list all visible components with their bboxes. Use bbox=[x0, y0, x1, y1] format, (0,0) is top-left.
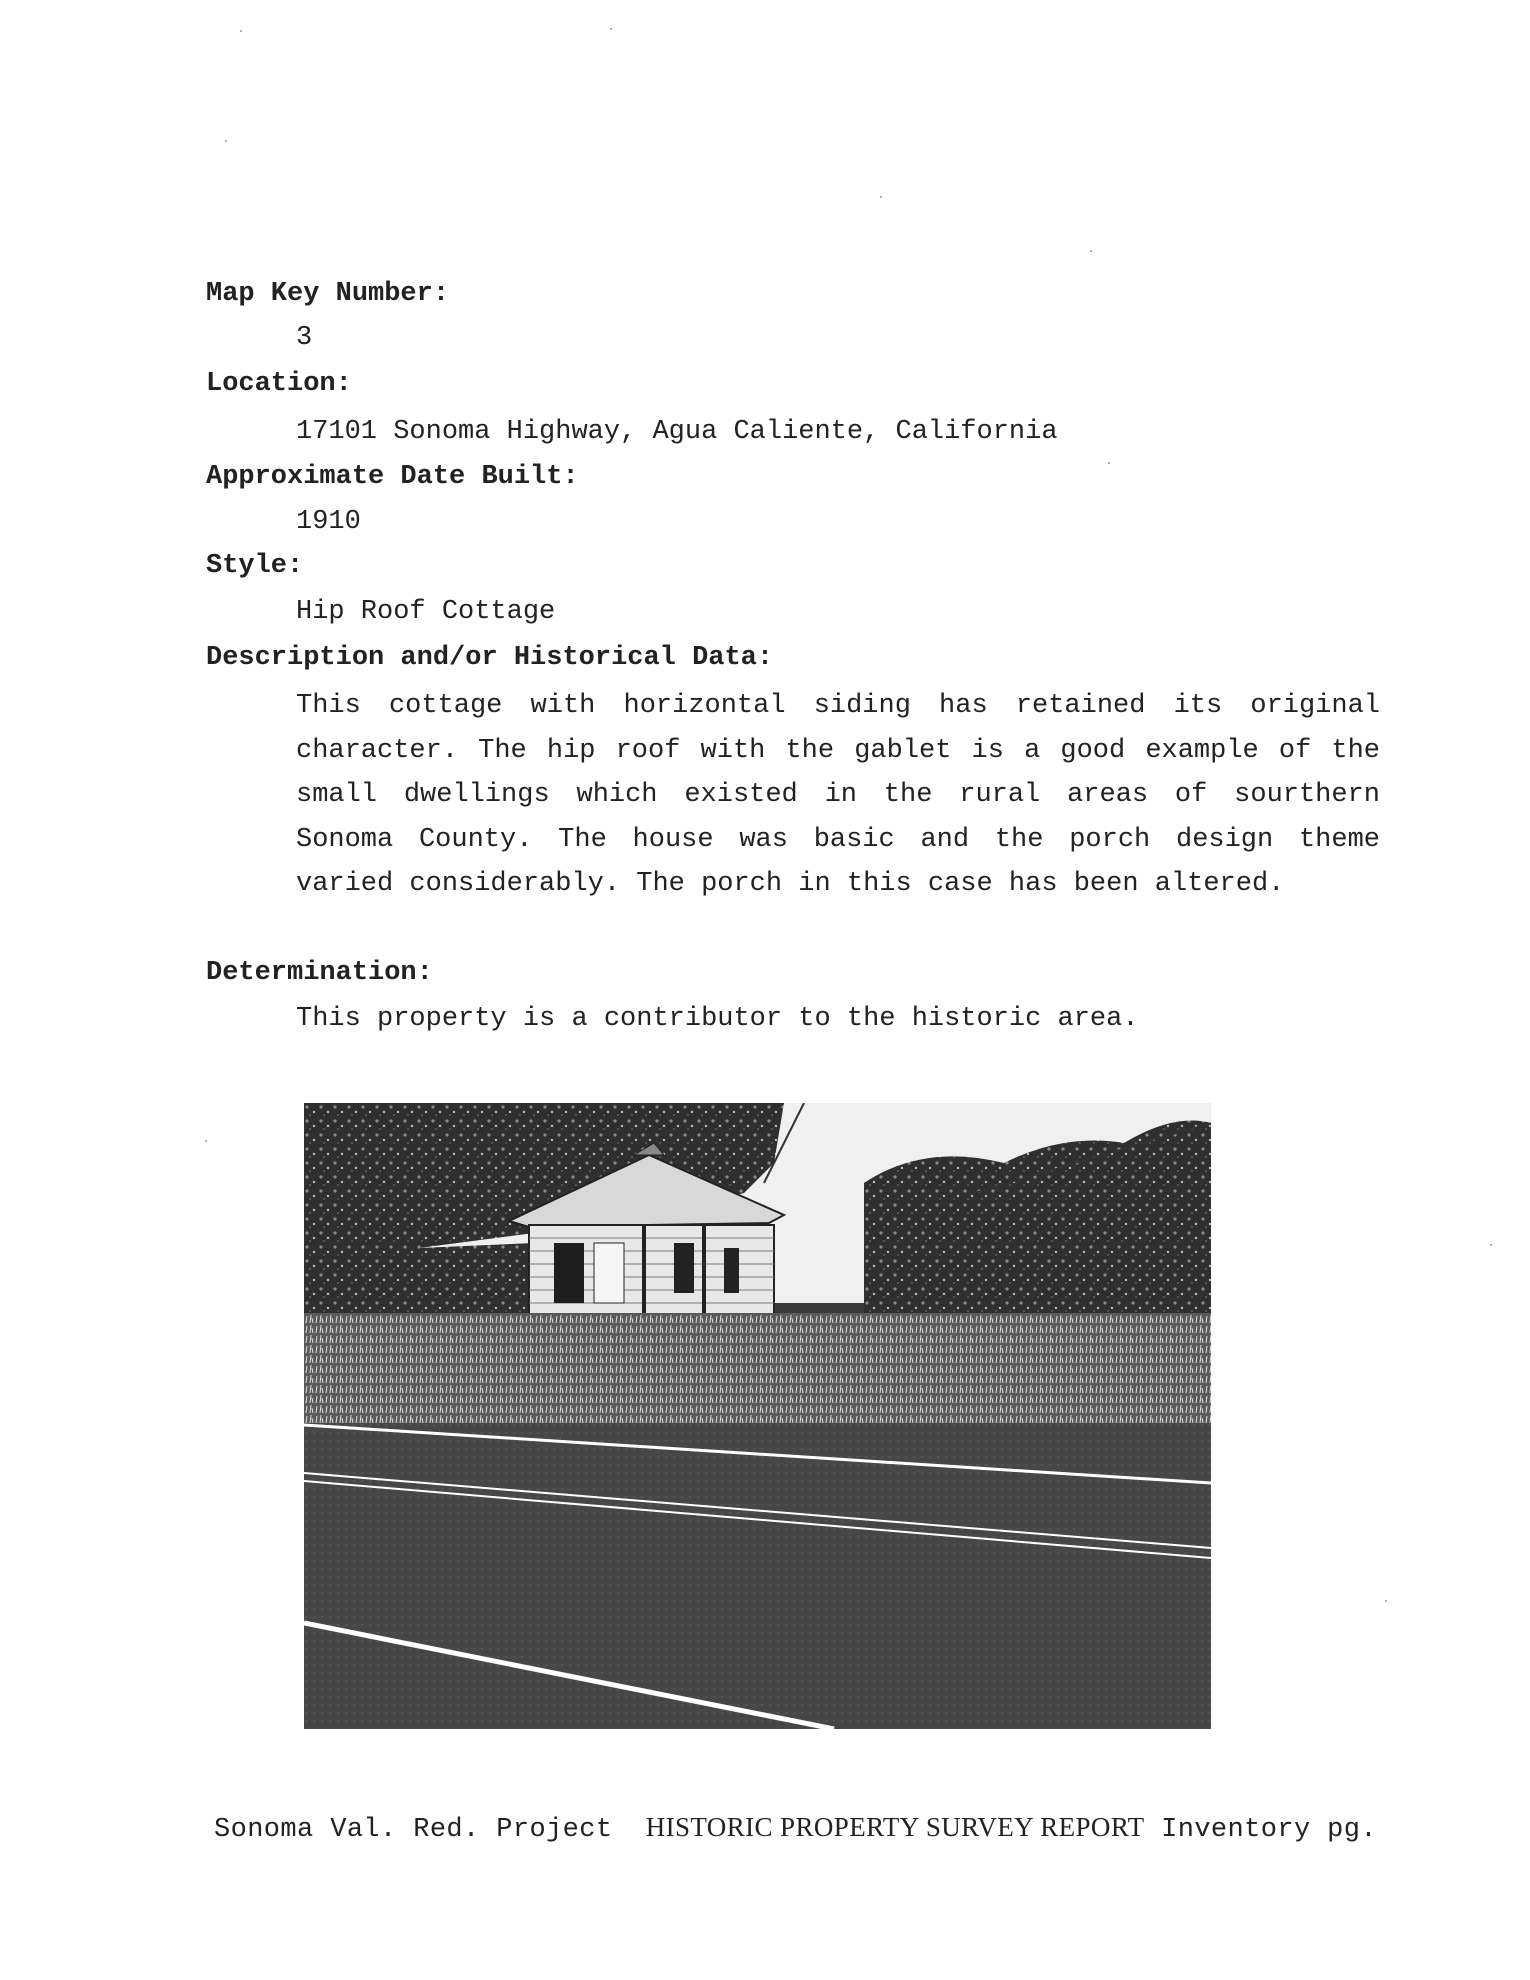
house-photograph bbox=[304, 1103, 1211, 1729]
scan-speck bbox=[1090, 250, 1092, 252]
footer-report-title: HISTORIC PROPERTY SURVEY REPORT bbox=[645, 1812, 1145, 1842]
determination-label: Determination: bbox=[206, 958, 433, 988]
footer-project: Sonoma Val. Red. Project bbox=[214, 1815, 613, 1845]
location-label: Location: bbox=[206, 369, 352, 399]
map-key-label: Map Key Number: bbox=[206, 279, 450, 309]
date-built-value: 1910 bbox=[296, 507, 361, 537]
date-built-label: Approximate Date Built: bbox=[206, 462, 579, 492]
scan-speck bbox=[1108, 462, 1110, 464]
style-label: Style: bbox=[206, 551, 304, 581]
scan-speck bbox=[225, 140, 227, 142]
scan-speck bbox=[1490, 1244, 1492, 1246]
determination-value: This property is a contributor to the historic area. bbox=[296, 1004, 1139, 1034]
style-value: Hip Roof Cottage bbox=[296, 597, 556, 627]
map-key-value: 3 bbox=[296, 323, 313, 353]
footer bbox=[214, 1811, 1377, 1846]
footer-suffix: Inventory pg. bbox=[1161, 1815, 1377, 1845]
scan-speck bbox=[205, 1140, 207, 1142]
scan-speck bbox=[610, 28, 612, 30]
scan-speck bbox=[240, 30, 242, 32]
scan-speck bbox=[1385, 1600, 1387, 1602]
description-text: This cottage with horizontal siding has retained its original character. The hip roof with the gablet is a good example of the small dwellings which existed in the rural areas of sourthern Sonoma County. The house was basic and the porch design theme varied considerably. The porch in this case has been altered. bbox=[296, 691, 1380, 899]
description-label: Description and/or Historical Data: bbox=[206, 643, 774, 673]
scan-speck bbox=[880, 196, 882, 198]
location-value: 17101 Sonoma Highway, Agua Caliente, California bbox=[296, 417, 1058, 447]
